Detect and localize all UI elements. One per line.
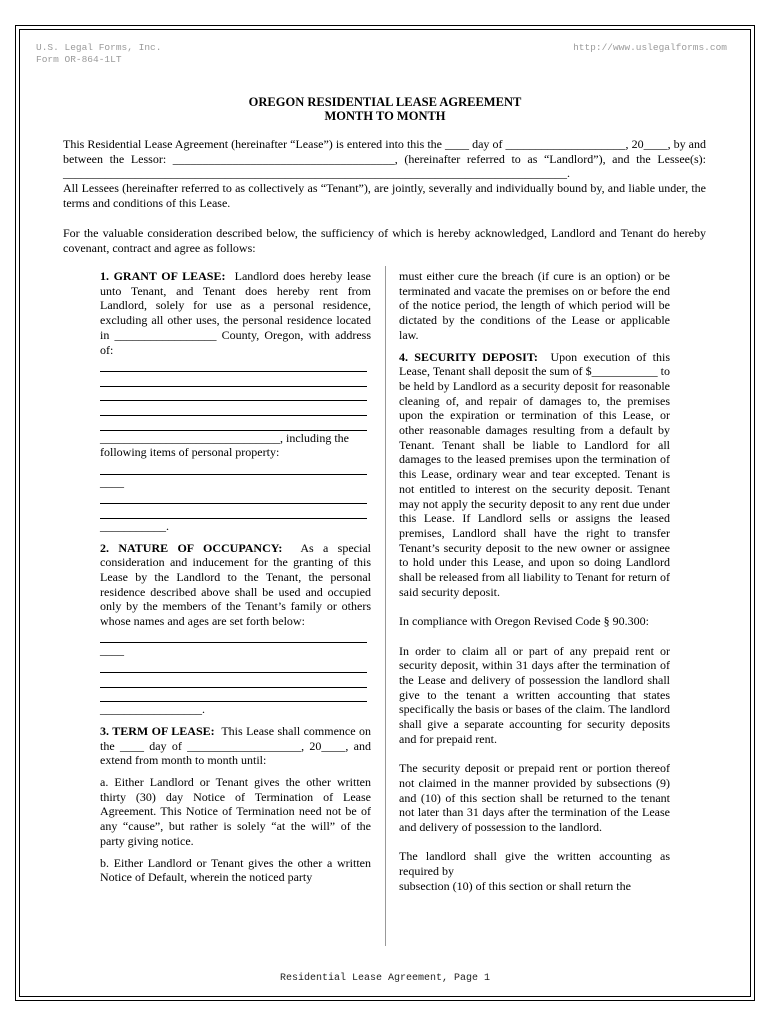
right-column: [399, 269, 670, 893]
intro-lessees: All Lessees (hereinafter referred to as collectively as “Tenant”), are jointly, severally and individually bound by, and liable under, the terms and conditions of this Lease.: [63, 181, 706, 210]
property-short-line: ____: [100, 474, 124, 489]
address-line[interactable]: [100, 416, 367, 431]
address-line-last-text: ______________________________, including the: [100, 430, 349, 445]
deposit-heading: 4. SECURITY DEPOSIT:: [399, 349, 538, 364]
term-clause-a: a. Either Landlord or Tenant gives the other written thirty (30) day Notice of Termination of Lease Agreement. This Notice of Termination need not be of any “cause”, but rather is solely “at the will” of the party giving notice.: [100, 775, 371, 848]
occupant-line[interactable]: [100, 688, 367, 703]
address-line[interactable]: [100, 372, 367, 387]
property-line[interactable]: [100, 460, 367, 475]
deposit-text: Upon execution of this Lease, Tenant shall deposit the sum of $___________ to be held by Landlord as a security deposit for reasonable cleaning of, and repair of damages to, the premises upon the expiration or termination of this Lease, or other reasonable damages resulting from a default by Tenant. Tenant shall be liable to Landlord for all damages to the leased premises upon the termination of this Lease, ordinary wear and tear excepted. Tenant is not entitled to interest on the security deposit. Tenant may not apply the security deposit to any rent due under this Lease. If Landlord sells or assigns the leased premises, Landlord shall have the right to transfer Tenant’s security deposit to the new owner or assignee to hold under this Lease, and upon so doing Landlord shall be released from all liability to Tenant for return of said security deposit.: [399, 349, 671, 599]
property-line-end: ___________.: [100, 518, 169, 533]
address-line[interactable]: [100, 357, 367, 372]
term-clause-b: b. Either Landlord or Tenant gives the other a written Notice of Default, wherein the noticed party: [100, 855, 371, 885]
section-nature-of-occupancy: [100, 541, 371, 629]
document-title: OREGON RESIDENTIAL LEASE AGREEMENT: [248, 95, 522, 109]
occupant-line[interactable]: [100, 673, 367, 688]
occupant-line-end: _________________.: [100, 702, 205, 717]
intro-paragraph: [63, 137, 706, 211]
page-footer: Residential Lease Agreement, Page 1: [279, 973, 491, 984]
occupant-line[interactable]: [100, 629, 367, 644]
written-accounting-line-2: subsection (10) of this section or shall return the: [399, 878, 631, 893]
term-heading: 3. TERM OF LEASE:: [100, 723, 215, 738]
intro-parties: This Residential Lease Agreement (hereinafter “Lease”) is entered into this the ____ day of ____________________, 20____, by and between the Lessor: _____________________________________, (hereinafter referred to as “Landlord”), and the Lessee(s): ____________________________________________________________________________________.: [63, 137, 706, 181]
header-form-id: Form OR-864-1LT: [36, 53, 122, 65]
returned-paragraph: The security deposit or prepaid rent or portion thereof not claimed in the manner provided by subsections (9) and (10) of this section shall be returned to the tenant not later than 31 days after the termination of the Lease and delivery of possession to the landlord.: [399, 761, 670, 834]
section-term-of-lease: [100, 724, 371, 768]
grant-heading: 1. GRANT OF LEASE:: [100, 269, 226, 283]
consideration-paragraph: For the valuable consideration described below, the sufficiency of which is hereby acknowledged, Landlord and Tenant do hereby covenant, contract and agree as follows:: [63, 226, 706, 255]
compliance-statement: In compliance with Oregon Revised Code § 90.300:: [399, 614, 649, 629]
section-security-deposit: [399, 350, 670, 600]
occupant-short-line: ____: [100, 643, 124, 658]
written-accounting-line-1: The landlord shall give the written accounting as required by: [399, 849, 670, 879]
header-url[interactable]: http://www.uslegalforms.com: [573, 42, 727, 53]
section-grant-of-lease: [100, 269, 371, 357]
occupancy-text: As a special consideration and inducement for the granting of this Lease by the Landlord to the Tenant, the personal residence described above shall be used and occupied only by the members of the Tenant’s family or others whose names and ages are set forth below:: [100, 540, 371, 629]
document-subtitle: MONTH TO MONTH: [324, 109, 446, 123]
occupancy-heading: 2. NATURE OF OCCUPANCY:: [100, 540, 283, 555]
term-clause-b-continued: must either cure the breach (if cure is an option) or be terminated and vacate the premises on or before the end of the notice period, the length of which period will be dictated by the conditions of the Lease or applicable law.: [399, 269, 670, 342]
grant-text: Landlord does hereby lease unto Tenant, and Tenant does hereby rent from Landlord, solely for use as a personal residence, excluding all other uses, the personal residence located in _________________ County, Oregon, with address of:: [100, 269, 371, 357]
property-line[interactable]: [100, 489, 367, 504]
header-company: U.S. Legal Forms, Inc.: [36, 42, 162, 53]
column-divider: [385, 266, 386, 946]
header-left: [36, 42, 161, 65]
personal-property-label: following items of personal property:: [100, 445, 280, 460]
address-line[interactable]: [100, 387, 367, 402]
address-line[interactable]: [100, 401, 367, 416]
claim-paragraph: In order to claim all or part of any prepaid rent or security deposit, within 31 days after the termination of the Lease and delivery of possession the landlord shall give to the tenant a written accounting that states specifically the basis or bases of the claim. The landlord shall give a separate accounting for security deposits and for prepaid rent.: [399, 643, 670, 746]
occupant-line[interactable]: [100, 658, 367, 673]
left-column: [100, 269, 371, 885]
property-line[interactable]: [100, 504, 367, 519]
term-text: This Lease shall commence on the ____ day of ___________________, 20____, and extend from month to month until:: [100, 723, 371, 768]
address-line-last: [100, 431, 371, 446]
